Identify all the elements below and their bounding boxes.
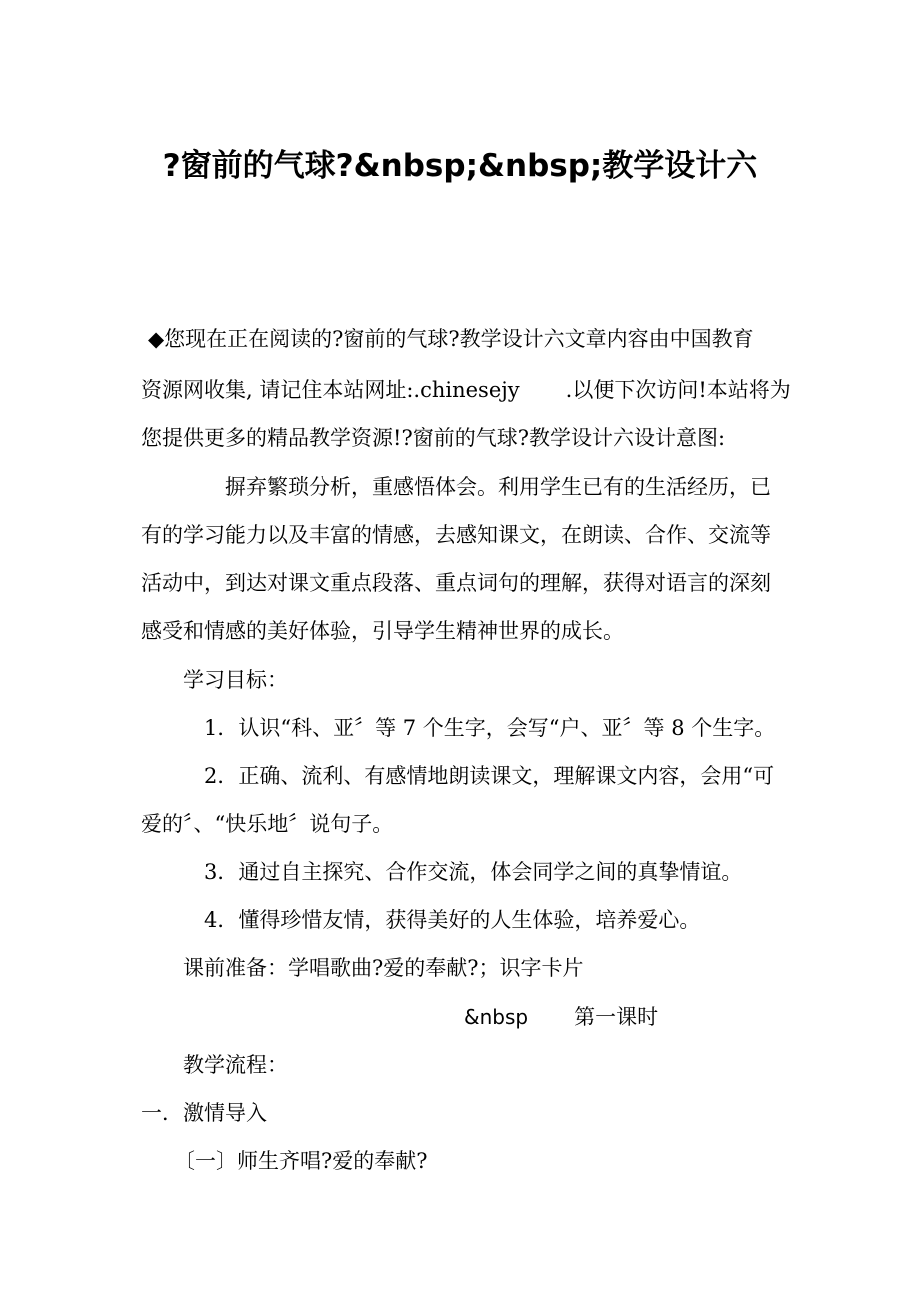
design-intent-line-4: 感受和情感的美好体验，引导学生精神世界的成长。 <box>141 619 624 643</box>
goal-item-4: 4．懂得珍惜友情，获得美好的人生体验，培养爱心。 <box>204 908 701 932</box>
goal-item-1: 1．认识“科、亚〞等 7 个生字，会写“户、亚〞等 8 个生字。 <box>204 716 776 740</box>
subsection-heading-one: 〔一〕师生齐唱?爱的奉献? <box>174 1149 428 1173</box>
goal-item-3: 3．通过自主探究、合作交流，体会同学之间的真挚情谊。 <box>204 860 743 884</box>
intro-line-2 <box>141 375 791 405</box>
section-heading-one: 一．激情导入 <box>141 1101 267 1125</box>
intro-line-2-part-b: .以便下次访问!本站将为 <box>565 378 791 402</box>
process-heading: 教学流程： <box>183 1053 288 1077</box>
design-intent-line-3: 活动中，到达对课文重点段落、重点词句的理解，获得对语言的深刻 <box>141 571 771 595</box>
intro-line-2-part-a: 资源网收集, 请记住本站网址:.chinesejy <box>141 378 520 402</box>
goals-heading: 学习目标： <box>183 668 288 692</box>
document-title: ?窗前的气球?&nbsp;&nbsp;教学设计六 <box>162 148 758 184</box>
goal-item-2: 2．正确、流利、有感情地朗读课文，理解课文内容，会用“可 <box>204 764 775 788</box>
lesson-marker-label: 第一课时 <box>574 1005 659 1029</box>
preparation-line: 课前准备：学唱歌曲?爱的奉献?；识字卡片 <box>183 956 584 980</box>
design-intent-line-2: 有的学习能力以及丰富的情感，去感知课文，在朗读、合作、交流等 <box>141 523 771 547</box>
lesson-marker <box>464 1002 658 1032</box>
lesson-marker-code: &nbsp <box>464 1005 529 1029</box>
goal-item-2-continued: 爱的〞、“快乐地〞说句子。 <box>141 812 394 836</box>
design-intent-line-1: 摒弃繁琐分析，重感悟体会。利用学生已有的生活经历，已 <box>225 475 771 499</box>
intro-line-3: 您提供更多的精品教学资源!?窗前的气球?教学设计六设计意图: <box>141 426 726 450</box>
intro-line-1: ◆您现在正在阅读的?窗前的气球?教学设计六文章内容由中国教育 <box>148 327 754 351</box>
